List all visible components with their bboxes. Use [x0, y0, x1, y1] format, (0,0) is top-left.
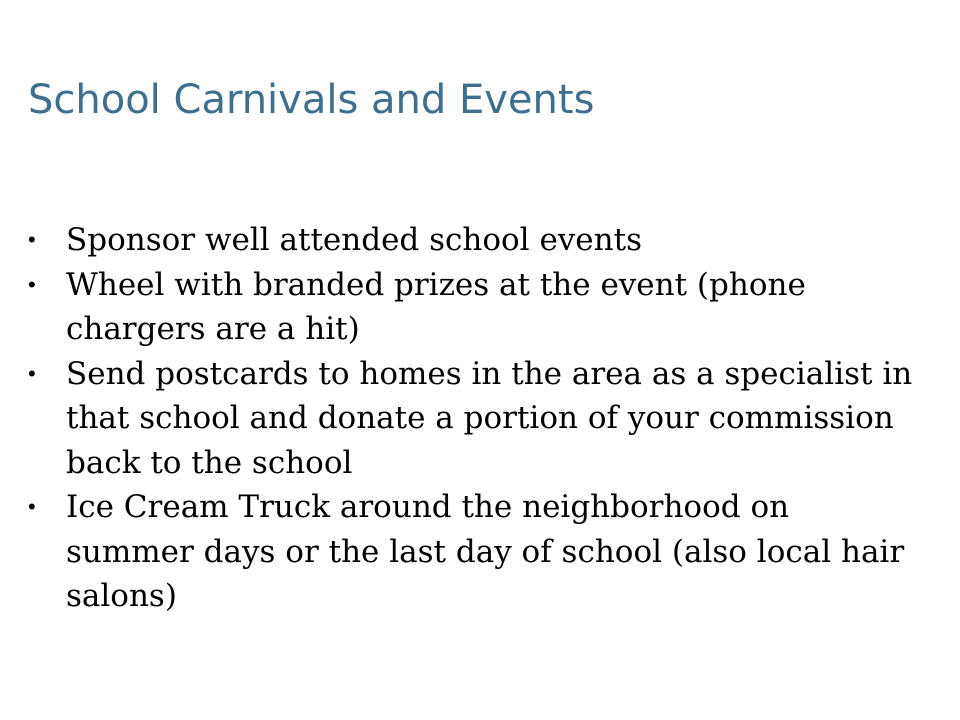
- bullet-text-line: chargers are a hit): [66, 311, 360, 347]
- bullet-dot-icon: •: [28, 360, 36, 386]
- bullet-list: [28, 218, 948, 619]
- bullet-item-prize-wheel: [28, 263, 948, 352]
- bullet-dot-icon: •: [28, 494, 36, 519]
- bullet-item-postcards: [28, 352, 948, 486]
- slide-title: School Carnivals and Events: [28, 77, 595, 123]
- bullet-text-line: Sponsor well attended school events: [66, 222, 642, 258]
- bullet-text-line: salons): [66, 578, 177, 614]
- bullet-text-line: Send postcards to homes in the area as a specialist in: [66, 355, 913, 392]
- bullet-text-line: Wheel with branded prizes at the event (phone: [66, 266, 806, 303]
- bullet-item-sponsor-events: [28, 218, 948, 263]
- bullet-text-line: that school and donate a portion of your commission: [66, 400, 894, 436]
- bullet-dot-icon: •: [28, 227, 36, 252]
- bullet-text-line: summer days or the last day of school (also local hair: [66, 533, 905, 570]
- bullet-dot-icon: •: [28, 271, 36, 297]
- bullet-text-line: Ice Cream Truck around the neighborhood on: [66, 489, 790, 525]
- bullet-item-ice-cream-truck: [28, 485, 948, 619]
- bullet-text-line: back to the school: [66, 444, 353, 481]
